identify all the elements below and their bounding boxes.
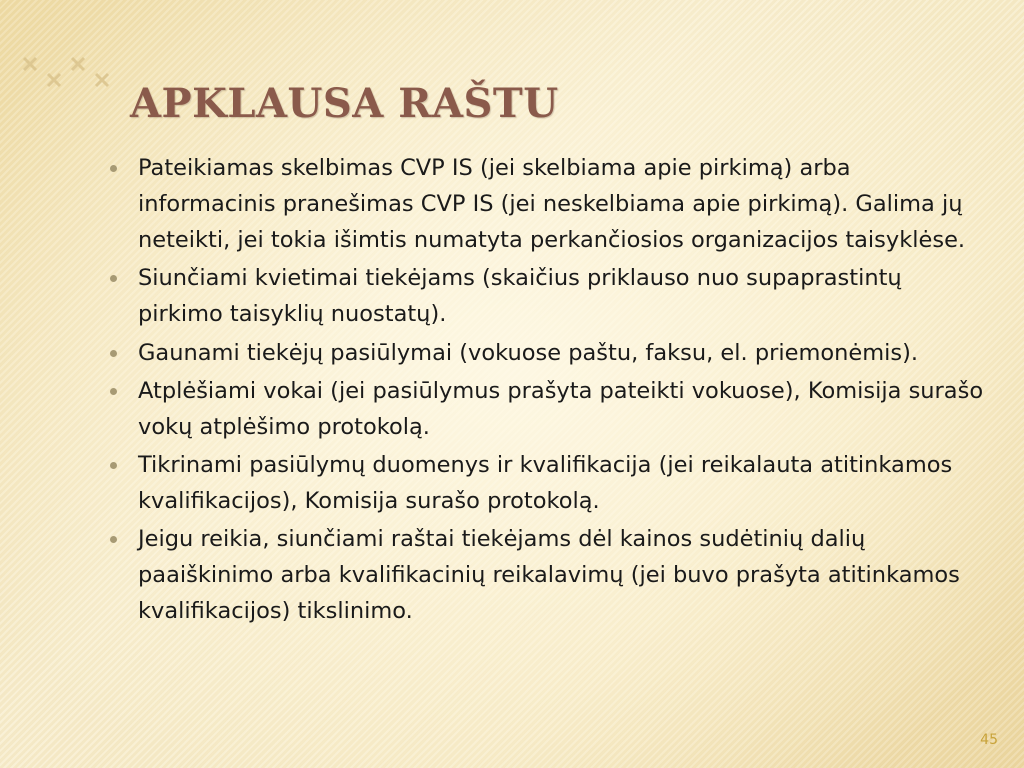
bullet-text: Tikrinami pasiūlymų duomenys ir kvalifikacija (jei reikalauta atitinkamos kvalifikacijos), Komisija surašo protokolą. (138, 452, 953, 514)
bullet-dot-icon (110, 462, 117, 469)
bullet-dot-icon (110, 350, 117, 357)
bullet-item (108, 260, 988, 332)
page-number: 45 (980, 732, 998, 748)
bullet-text: Siunčiami kvietimai tiekėjams (skaičius priklauso nuo supaprastintų pirkimo taisyklių nuostatų). (138, 265, 902, 328)
bullet-dot-icon (110, 388, 117, 395)
bullet-item (108, 447, 988, 519)
bullet-item (108, 521, 988, 629)
bullet-dot-icon (110, 275, 117, 282)
bullet-item (108, 335, 988, 371)
slide-title: APKLAUSA RAŠTU (130, 80, 559, 127)
cross-stitch-decoration-icon (20, 52, 140, 92)
bullet-text: Pateikiamas skelbimas CVP IS (jei skelbiama apie pirkimą) arba informacinis pranešimas CVP IS (jei neskelbiama apie pirkimą). Galima jų neteikti, jei tokia išimtis numatyta perkančiosios organizacijos taisyklėse. (138, 155, 966, 253)
bullet-item (108, 373, 988, 445)
bullet-text: Gaunami tiekėjų pasiūlymai (vokuose paštu, faksu, el. priemonėmis). (138, 339, 919, 366)
bullet-text: Atplėšiami vokai (jei pasiūlymus prašyta pateikti vokuose), Komisija surašo vokų atplėšimo protokolą. (138, 377, 984, 440)
bullet-item (108, 150, 988, 258)
bullet-dot-icon (110, 165, 117, 172)
bullet-dot-icon (110, 536, 117, 543)
bullet-list (108, 150, 988, 632)
bullet-text: Jeigu reikia, siunčiami raštai tiekėjams dėl kainos sudėtinių dalių paaiškinimo arba kvalifikacinių reikalavimų (jei buvo prašyta atitinkamos kvalifikacijos) tikslinimo. (138, 526, 960, 625)
